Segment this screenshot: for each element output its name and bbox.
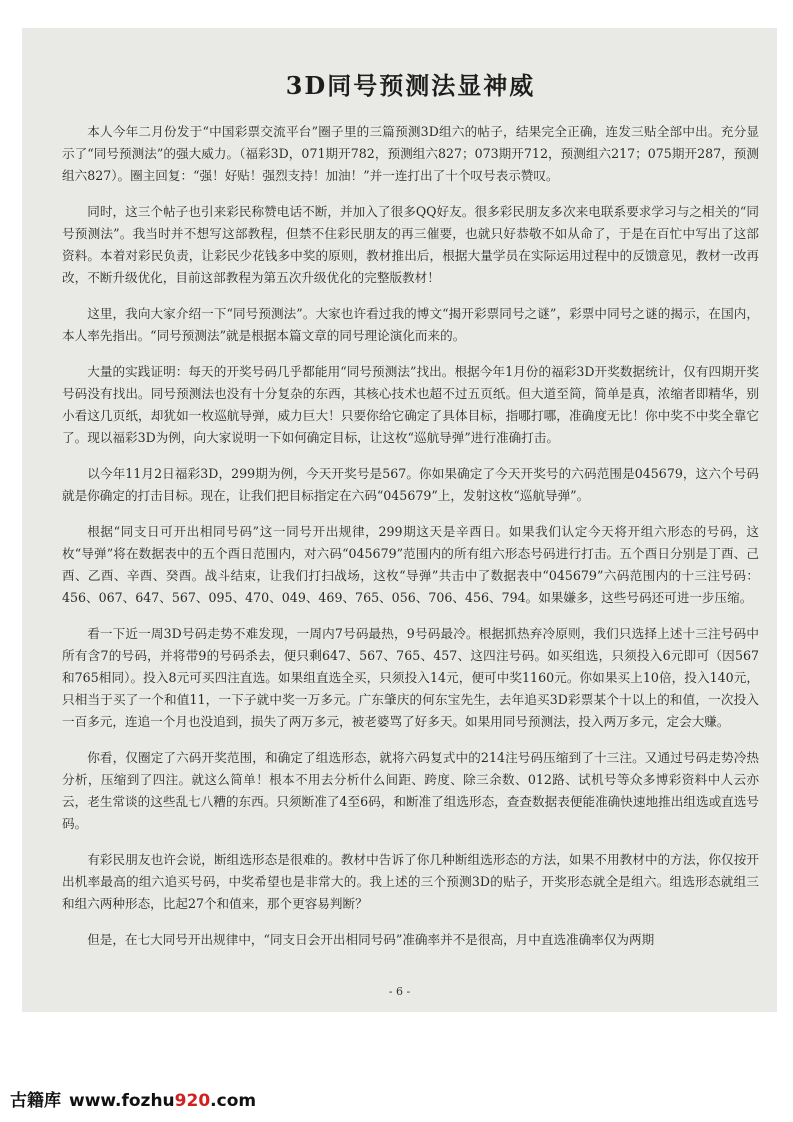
scanned-page [22,28,777,1012]
paragraph: 有彩民朋友也许会说，断组选形态是很难的。教材中告诉了你几种断组选形态的方法，如果不用教材中的方法，你仅按开出机率最高的组六追买号码，中奖希望也是非常大的。我上述的三个预测3D的贴子，开奖形态就全是组六。组选形态就组三和组六两种形态，比起27个和值来，那个更容易判断？ [62,852,759,911]
page-title: 3D同号预测法显神威 [285,71,536,100]
paragraph: 以今年11月2日福彩3D，299期为例，今天开奖号是567。你如果确定了今天开奖号的六码范围是045679，这六个号码就是你确定的打击目标。现在，让我们把目标指定在六码“045679”上，发射这枚“巡航导弹”。 [62,466,759,503]
footer-url-suffix: .com [210,1091,257,1111]
paragraph: 但是，在七大同号开出规律中，“同支日会开出相同号码”准确率并不是很高，月中直选准确率仅为两期 [87,932,655,947]
paragraph: 你看，仅圈定了六码开奖范围，和确定了组选形态，就将六码复式中的214注号码压缩到了十三注。又通过号码走势冷热分析，压缩到了四注。就这么简单！根本不用去分析什么间距、跨度、除三余数、012路、试机号等众多博彩资料中人云亦云，老生常谈的这些乱七八糟的东西。只须断准了4至6码，和断准了组选形态，查查数据表便能准确快速地推出组选或直选号码。 [62,750,759,831]
footer-brand: 古籍库 [10,1091,61,1111]
page-number: - 6 - [388,985,411,998]
paragraph: 根据“同支日可开出相同号码”这一同号开出规律，299期这天是辛酉日。如果我们认定今天将开组六形态的号码，这枚“导弹”将在数据表中的五个酉日范围内，对六码“045679”范围内的所有组六形态号码进行打击。五个酉日分别是丁酉、己酉、乙酉、辛酉、癸酉。战斗结束，让我们打扫战场，这枚“导弹”共击中了数据表中“045679”六码范围内的十三注号码：456、067、647、567、095、470、049、469、765、056、706、456、794。如果嫌多，这些号码还可进一步压缩。 [62,524,759,605]
paragraph: 这里，我向大家介绍一下“同号预测法”。大家也许看过我的博文“揭开彩票同号之谜”，彩票中同号之谜的揭示，在国内，本人率先指出。“同号预测法”就是根据本篇文章的同号理论演化而来的。 [62,306,759,343]
paragraph: 看一下近一周3D号码走势不难发现，一周内7号码最热，9号码最冷。根据抓热弃冷原则，我们只选择上述十三注号码中所有含7的号码，并将带9的号码杀去，便只剩647、567、765、457、这四注号码。如买组选，只须投入6元即可（因567和765相同）。投入8元可买四注直选。如果组直选全买，只须投入14元，便可中奖1160元。你如果买上10倍，投入140元，只相当于买了一个和值11，一下子就中奖一万多元。广东肇庆的何东宝先生，去年追买3D彩票某个十以上的和值，一次投入一百多元，连追一个月也没追到，损失了两万多元，被老婆骂了好多天。如果用同号预测法，投入两万多元，定会大赚。 [62,626,759,729]
footer-url-number: 920 [174,1091,211,1111]
paragraph: 本人今年二月份发于“中国彩票交流平台”圈子里的三篇预测3D组六的帖子，结果完全正确，连发三贴全部中出。充分显示了“同号预测法”的强大威力。（福彩3D，071期开782，预测组六827；073期开712，预测组六217；075期开287，预测组六827）。圈主回复：“强！好贴！强烈支持！加油！”并一连打出了十个叹号表示赞叹。 [62,124,759,183]
watermark-footer [10,1086,256,1111]
paragraph: 大量的实践证明：每天的开奖号码几乎都能用“同号预测法”找出。根据今年1月份的福彩3D开奖数据统计，仅有四期开奖号码没有找出。同号预测法也没有十分复杂的东西，其核心技术也超不过五页纸。但大道至简，简单是真，浓缩者即精华，别小看这几页纸，却犹如一枚巡航导弹，威力巨大！只要你给它确定了具体目标，指哪打哪，准确度无比！你中奖不中奖全靠它了。现以福彩3D为例，向大家说明一下如何确定目标，让这枚“巡航导弹”进行准确打击。 [62,364,759,445]
paragraph: 同时，这三个帖子也引来彩民称赞电话不断，并加入了很多QQ好友。很多彩民朋友多次来电联系要求学习与之相关的“同号预测法”。我当时并不想写这部教程，但禁不住彩民朋友的再三催要，也就只好恭敬不如从命了，于是在百忙中写出了这部资料。本着对彩民负责，让彩民少花钱多中奖的原则，教材推出后，根据大量学员在实际运用过程中的反馈意见，教材一改再改，不断升级优化，目前这部教程为第五次升级优化的完整版教材！ [62,204,759,285]
footer-url-prefix: www.fozhu [69,1091,175,1111]
